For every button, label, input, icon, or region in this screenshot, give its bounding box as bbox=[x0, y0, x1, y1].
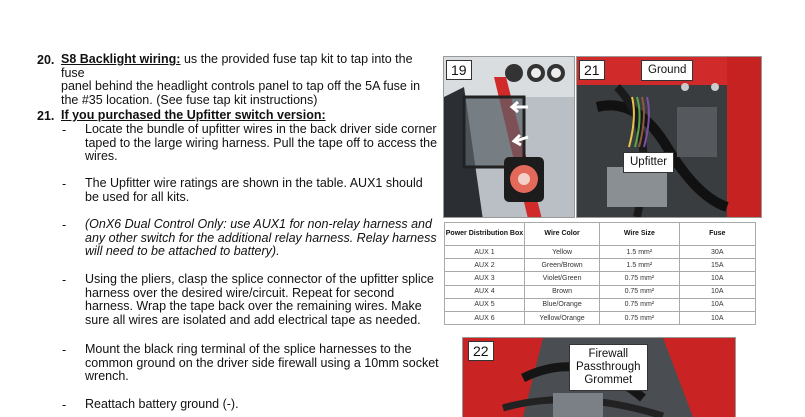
bullet-dash: - bbox=[62, 218, 67, 232]
table-cell: AUX 6 bbox=[445, 311, 525, 324]
table-cell: 10A bbox=[679, 285, 755, 298]
bullet-dash: - bbox=[62, 273, 67, 287]
col-header: Power Distribution Box bbox=[445, 223, 525, 246]
bullet-line: be used for all kits. bbox=[85, 189, 190, 204]
step-21-heading: If you purchased the Upfitter switch version: bbox=[61, 108, 326, 122]
col-header: Fuse bbox=[679, 223, 755, 246]
table-cell: Yellow bbox=[524, 246, 599, 259]
table-cell: AUX 1 bbox=[445, 246, 525, 259]
table-cell: AUX 4 bbox=[445, 285, 525, 298]
table-cell: 0.75 mm² bbox=[600, 311, 679, 324]
bullet-dash: - bbox=[62, 343, 67, 357]
table-cell: 1.5 mm² bbox=[600, 259, 679, 272]
table-cell: AUX 2 bbox=[445, 259, 525, 272]
table-cell: 30A bbox=[679, 246, 755, 259]
table-cell: 10A bbox=[679, 272, 755, 285]
table-row bbox=[445, 272, 756, 285]
upfitter-ratings-table bbox=[444, 222, 756, 325]
table-cell: 10A bbox=[679, 298, 755, 311]
table-cell: AUX 3 bbox=[445, 272, 525, 285]
callout-line: Firewall bbox=[588, 348, 629, 360]
step-20-text bbox=[61, 53, 436, 107]
bullet-line: Locate the bundle of upfitter wires in the back driver side corner bbox=[85, 122, 437, 136]
step-20-line2: panel behind the headlight controls panel to tap off the 5A fuse in bbox=[61, 79, 421, 93]
bullet-line: Using the pliers, clasp the splice connector of the upfitter splice bbox=[85, 272, 434, 286]
table-cell: 1.5 mm² bbox=[600, 246, 679, 259]
figure-22-label: 22 bbox=[468, 341, 494, 361]
table-row bbox=[445, 298, 756, 311]
bullet-line: will need to be attached to battery). bbox=[85, 244, 280, 258]
table-cell: Brown bbox=[524, 285, 599, 298]
bullet-line: wrench. bbox=[85, 369, 129, 383]
table-row bbox=[445, 311, 756, 324]
step-20-heading: S8 Backlight wiring: bbox=[61, 52, 181, 66]
bullet-line: wires. bbox=[85, 149, 118, 163]
bullet-item bbox=[85, 273, 434, 327]
bullet-dash: - bbox=[62, 398, 67, 412]
upfitter-callout: Upfitter bbox=[623, 152, 674, 173]
table-cell: 15A bbox=[679, 259, 755, 272]
bullet-item bbox=[85, 177, 423, 204]
col-header: Wire Color bbox=[524, 223, 599, 246]
bullet-line: The Upfitter wire ratings are shown in the table. AUX1 should bbox=[85, 176, 423, 190]
step-20-line1: us the provided fuse tap kit to tap into the fuse bbox=[61, 52, 413, 80]
bullet-line: Reattach battery ground (-). bbox=[85, 397, 239, 411]
bullet-line: harness. Wrap the tape back over the remaining wires. Make bbox=[85, 299, 422, 313]
bullet-line: (OnX6 Dual Control Only: use AUX1 for non-relay harness and bbox=[85, 217, 432, 231]
figure-21-label: 21 bbox=[579, 60, 605, 80]
bullet-line: Mount the black ring terminal of the splice harnesses to the bbox=[85, 342, 412, 356]
bullet-item bbox=[85, 218, 437, 259]
table-cell: 0.75 mm² bbox=[600, 285, 679, 298]
bullet-line: harness over the desired wire/circuit. Repeat for second bbox=[85, 285, 395, 300]
table-cell: Blue/Orange bbox=[524, 298, 599, 311]
bullet-dash: - bbox=[62, 177, 67, 191]
bullet-item bbox=[85, 123, 437, 164]
callout-line: Grommet bbox=[584, 374, 633, 386]
table-cell: 10A bbox=[679, 311, 755, 324]
table-cell: Green/Brown bbox=[524, 259, 599, 272]
ground-callout: Ground bbox=[641, 60, 693, 81]
bullet-item bbox=[85, 398, 239, 412]
col-header: Wire Size bbox=[600, 223, 679, 246]
table-row bbox=[445, 259, 756, 272]
table-header-row bbox=[445, 223, 756, 246]
bullet-dash: - bbox=[62, 123, 67, 137]
step-20-number: 20. bbox=[37, 53, 55, 67]
step-21-number: 21. bbox=[37, 109, 55, 123]
table-cell: Violet/Green bbox=[524, 272, 599, 285]
bullet-item bbox=[85, 343, 439, 384]
bullet-line: sure all wires are isolated and add electrical tape as needed. bbox=[85, 312, 421, 327]
table-row bbox=[445, 285, 756, 298]
table-row bbox=[445, 246, 756, 259]
figure-19-photo bbox=[443, 56, 575, 218]
bullet-line: any other switch for the additional relay harness. Relay harness bbox=[85, 230, 437, 245]
firewall-grommet-callout bbox=[569, 344, 648, 391]
table-cell: 0.75 mm² bbox=[600, 272, 679, 285]
figure-19-label: 19 bbox=[446, 60, 472, 80]
table-cell: AUX 5 bbox=[445, 298, 525, 311]
table-cell: 0.75 mm² bbox=[600, 298, 679, 311]
step-20-line3: the #35 location. (See fuse tap kit instructions) bbox=[61, 92, 318, 107]
bullet-line: common ground on the driver side firewall using a 10mm socket bbox=[85, 355, 439, 370]
bullet-line: taped to the large wiring harness. Pull the tape off to access the bbox=[85, 135, 438, 150]
callout-line: Passthrough bbox=[576, 361, 641, 373]
table-cell: Yellow/Orange bbox=[524, 311, 599, 324]
